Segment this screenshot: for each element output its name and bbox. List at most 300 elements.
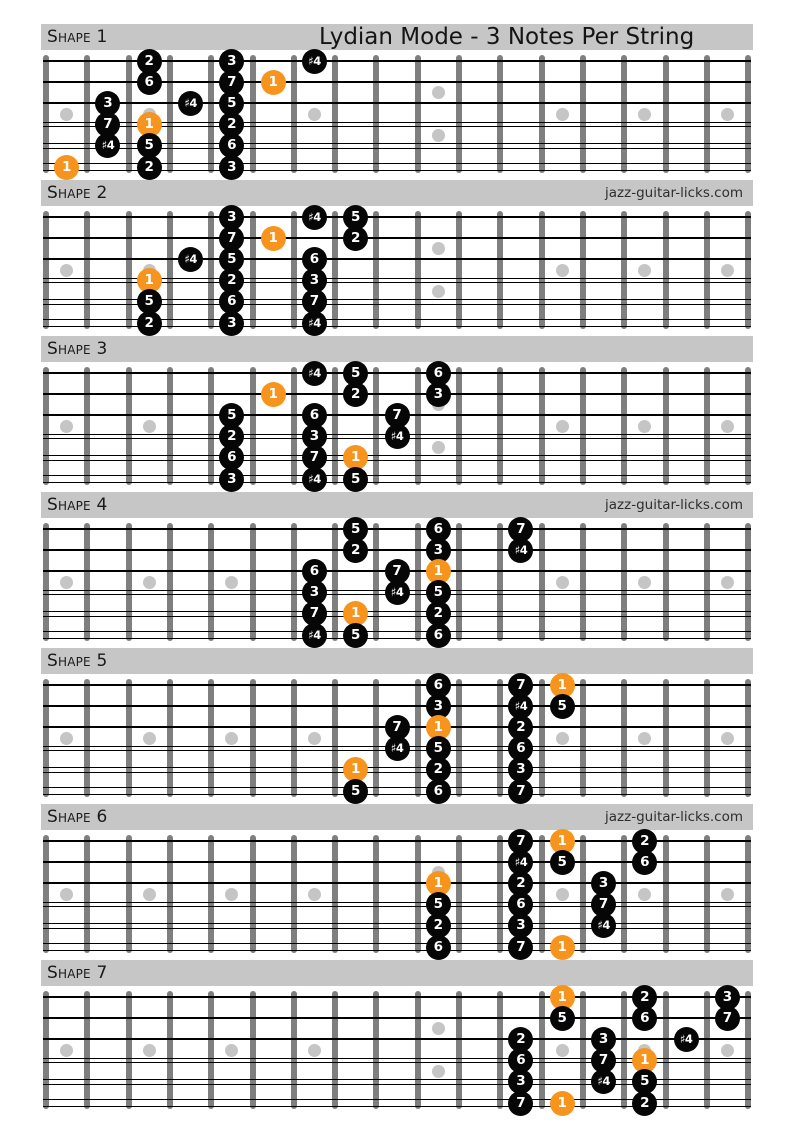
- fret-line: [291, 211, 297, 329]
- fret-line: [704, 523, 710, 641]
- fret-marker-dot: [556, 264, 569, 277]
- fret-line: [126, 367, 132, 485]
- note-dot: 5: [343, 361, 368, 386]
- note-dot: ♯4: [508, 538, 533, 563]
- shape-label: Shape 6: [47, 807, 108, 827]
- note-dot: 2: [219, 268, 244, 293]
- note-dot: ♯4: [302, 311, 327, 336]
- fret-line: [84, 991, 90, 1109]
- fret-line: [84, 835, 90, 953]
- fret-line: [621, 211, 627, 329]
- fret-line: [126, 55, 132, 173]
- note-dot: ♯4: [95, 133, 120, 158]
- root-note-dot: 1: [343, 757, 368, 782]
- note-dot: 2: [343, 226, 368, 251]
- note-dot: ♯4: [302, 467, 327, 492]
- root-note-dot: 1: [426, 871, 451, 896]
- note-dot: 3: [302, 268, 327, 293]
- fret-marker-dot: [556, 108, 569, 121]
- note-dot: 5: [343, 467, 368, 492]
- fret-line: [745, 679, 751, 797]
- note-dot: 6: [426, 673, 451, 698]
- fret-line: [621, 991, 627, 1109]
- fret-line: [539, 211, 545, 329]
- fret-line: [250, 991, 256, 1109]
- string-line: [43, 216, 751, 217]
- fret-line: [497, 523, 503, 641]
- fret-line: [84, 367, 90, 485]
- fret-line: [291, 991, 297, 1109]
- shape-label: Shape 7: [47, 963, 108, 983]
- note-dot: ♯4: [385, 580, 410, 605]
- fret-marker-double-dot: [432, 129, 445, 142]
- note-dot: 6: [302, 559, 327, 584]
- fret-line: [745, 55, 751, 173]
- note-dot: 6: [219, 289, 244, 314]
- note-dot: 7: [302, 601, 327, 626]
- note-dot: ♯4: [508, 850, 533, 875]
- note-dot: 6: [508, 1048, 533, 1073]
- note-dot: 6: [426, 517, 451, 542]
- fret-line: [208, 211, 214, 329]
- fret-marker-dot: [721, 1044, 734, 1057]
- fret-line: [580, 367, 586, 485]
- shape-label: Shape 1: [47, 27, 108, 47]
- fret-line: [456, 679, 462, 797]
- fret-line: [250, 367, 256, 485]
- fret-line: [456, 211, 462, 329]
- note-dot: 6: [426, 779, 451, 804]
- note-dot: 5: [219, 403, 244, 428]
- fret-line: [456, 367, 462, 485]
- fret-marker-dot: [721, 576, 734, 589]
- string-line: [43, 787, 751, 795]
- fret-line: [497, 679, 503, 797]
- fret-line: [43, 835, 49, 953]
- note-dot: 2: [632, 985, 657, 1010]
- note-dot: 3: [508, 1069, 533, 1094]
- fret-line: [621, 55, 627, 173]
- string-line: [43, 549, 751, 551]
- fret-marker-dot: [143, 732, 156, 745]
- fret-marker-dot: [721, 108, 734, 121]
- note-dot: 3: [219, 467, 244, 492]
- note-dot: 7: [95, 112, 120, 137]
- fret-marker-dot: [556, 1044, 569, 1057]
- fret-marker-dot: [638, 732, 651, 745]
- shape-label: Shape 2: [47, 183, 108, 203]
- fret-line: [291, 679, 297, 797]
- fret-line: [43, 55, 49, 173]
- note-dot: 3: [219, 205, 244, 230]
- fret-line: [43, 211, 49, 329]
- fret-line: [208, 991, 214, 1109]
- note-dot: 2: [137, 155, 162, 180]
- string-line: [43, 475, 751, 483]
- fret-line: [663, 211, 669, 329]
- fret-marker-dot: [225, 576, 238, 589]
- fret-line: [167, 55, 173, 173]
- string-line: [43, 705, 751, 707]
- note-dot: 5: [137, 289, 162, 314]
- fret-line: [745, 211, 751, 329]
- fret-line: [332, 367, 338, 485]
- fret-line: [456, 55, 462, 173]
- fret-line: [250, 211, 256, 329]
- note-dot: 5: [426, 892, 451, 917]
- root-note-dot: 1: [632, 1048, 657, 1073]
- note-dot: ♯4: [302, 361, 327, 386]
- fret-line: [373, 835, 379, 953]
- fret-marker-dot: [308, 108, 321, 121]
- fret-line: [126, 523, 132, 641]
- root-note-dot: 1: [54, 155, 79, 180]
- note-dot: 5: [426, 736, 451, 761]
- fret-marker-double-dot: [432, 1022, 445, 1035]
- note-dot: 2: [343, 382, 368, 407]
- fret-line: [580, 211, 586, 329]
- note-dot: 7: [715, 1006, 740, 1031]
- string-line: [43, 684, 751, 685]
- note-dot: 7: [508, 517, 533, 542]
- fret-line: [167, 835, 173, 953]
- fret-line: [126, 835, 132, 953]
- fret-line: [704, 211, 710, 329]
- fret-line: [84, 55, 90, 173]
- note-dot: 6: [508, 892, 533, 917]
- fret-marker-dot: [638, 108, 651, 121]
- fret-marker-dot: [721, 264, 734, 277]
- note-dot: 3: [219, 49, 244, 74]
- note-dot: 2: [219, 112, 244, 137]
- string-line: [43, 237, 751, 239]
- note-dot: 2: [632, 1091, 657, 1116]
- fret-line: [43, 367, 49, 485]
- root-note-dot: 1: [550, 829, 575, 854]
- note-dot: 2: [508, 871, 533, 896]
- string-line: [43, 102, 751, 104]
- root-note-dot: 1: [137, 112, 162, 137]
- fret-line: [663, 679, 669, 797]
- fret-line: [332, 991, 338, 1109]
- note-dot: 3: [591, 871, 616, 896]
- fret-marker-dot: [60, 576, 73, 589]
- fret-line: [167, 211, 173, 329]
- note-dot: 6: [508, 736, 533, 761]
- root-note-dot: 1: [343, 601, 368, 626]
- fret-line: [332, 679, 338, 797]
- fret-line: [415, 835, 421, 953]
- fret-line: [415, 523, 421, 641]
- root-note-dot: 1: [550, 985, 575, 1010]
- note-dot: 5: [550, 850, 575, 875]
- fret-line: [43, 679, 49, 797]
- watermark-text: jazz-guitar-licks.com: [605, 497, 743, 513]
- fret-marker-dot: [60, 732, 73, 745]
- fret-marker-dot: [225, 888, 238, 901]
- fret-line: [704, 679, 710, 797]
- fret-line: [373, 991, 379, 1109]
- fret-line: [621, 835, 627, 953]
- note-dot: 6: [302, 247, 327, 272]
- watermark-text: jazz-guitar-licks.com: [605, 185, 743, 201]
- fret-line: [208, 835, 214, 953]
- fret-line: [663, 523, 669, 641]
- fret-line: [43, 523, 49, 641]
- fret-line: [663, 367, 669, 485]
- fret-line: [373, 679, 379, 797]
- note-dot: 6: [632, 1006, 657, 1031]
- fret-line: [580, 679, 586, 797]
- fret-marker-dot: [143, 888, 156, 901]
- note-dot: 2: [426, 601, 451, 626]
- shape-header-bar: [41, 492, 753, 518]
- fret-line: [497, 211, 503, 329]
- watermark-text: jazz-guitar-licks.com: [605, 809, 743, 825]
- note-dot: 6: [426, 623, 451, 648]
- fret-line: [497, 367, 503, 485]
- root-note-dot: 1: [426, 559, 451, 584]
- fret-marker-dot: [638, 888, 651, 901]
- root-note-dot: 1: [550, 935, 575, 960]
- note-dot: 2: [508, 1027, 533, 1052]
- fret-line: [745, 367, 751, 485]
- fret-marker-dot: [556, 888, 569, 901]
- note-dot: 3: [591, 1027, 616, 1052]
- string-line: [43, 923, 751, 930]
- fret-line: [332, 835, 338, 953]
- fret-line: [745, 991, 751, 1109]
- fret-line: [621, 367, 627, 485]
- note-dot: ♯4: [591, 913, 616, 938]
- note-dot: 2: [632, 829, 657, 854]
- fret-line: [415, 991, 421, 1109]
- fret-marker-dot: [225, 732, 238, 745]
- note-dot: 3: [426, 538, 451, 563]
- fret-line: [580, 835, 586, 953]
- note-dot: 5: [219, 91, 244, 116]
- fret-line: [126, 211, 132, 329]
- note-dot: 5: [343, 205, 368, 230]
- fret-line: [208, 523, 214, 641]
- fret-line: [43, 991, 49, 1109]
- note-dot: 7: [508, 1091, 533, 1116]
- fret-line: [621, 523, 627, 641]
- fret-line: [704, 835, 710, 953]
- fret-line: [456, 991, 462, 1109]
- fret-line: [291, 367, 297, 485]
- note-dot: ♯4: [302, 623, 327, 648]
- root-note-dot: 1: [137, 268, 162, 293]
- note-dot: 2: [426, 757, 451, 782]
- fret-line: [745, 523, 751, 641]
- shape-label: Shape 5: [47, 651, 108, 671]
- fret-marker-double-dot: [432, 86, 445, 99]
- fret-marker-dot: [60, 108, 73, 121]
- shape-header-bar: [41, 336, 753, 362]
- note-dot: 5: [632, 1069, 657, 1094]
- root-note-dot: 1: [426, 715, 451, 740]
- fret-line: [415, 367, 421, 485]
- note-dot: ♯4: [385, 736, 410, 761]
- fret-marker-dot: [143, 576, 156, 589]
- note-dot: 2: [426, 913, 451, 938]
- note-dot: ♯4: [178, 91, 203, 116]
- note-dot: ♯4: [302, 205, 327, 230]
- fret-line: [373, 523, 379, 641]
- fret-marker-dot: [308, 1044, 321, 1057]
- string-line: [43, 393, 751, 395]
- fret-line: [332, 55, 338, 173]
- fret-line: [250, 523, 256, 641]
- fret-line: [539, 367, 545, 485]
- note-dot: 6: [302, 403, 327, 428]
- shape-header-bar: [41, 960, 753, 986]
- fret-marker-dot: [60, 420, 73, 433]
- note-dot: 5: [137, 133, 162, 158]
- fret-marker-dot: [556, 576, 569, 589]
- note-dot: 6: [219, 133, 244, 158]
- fret-line: [208, 367, 214, 485]
- fret-line: [497, 835, 503, 953]
- string-line: [43, 902, 751, 907]
- page-title: Lydian Mode - 3 Notes Per String: [319, 24, 695, 50]
- fret-line: [663, 55, 669, 173]
- fret-line: [704, 367, 710, 485]
- note-dot: 6: [426, 361, 451, 386]
- fret-line: [539, 835, 545, 953]
- fret-line: [84, 679, 90, 797]
- fret-marker-dot: [225, 1044, 238, 1057]
- fret-line: [332, 211, 338, 329]
- fret-line: [167, 991, 173, 1109]
- note-dot: 3: [426, 694, 451, 719]
- fret-line: [497, 991, 503, 1109]
- string-line: [43, 767, 751, 774]
- fret-line: [621, 679, 627, 797]
- note-dot: 7: [302, 445, 327, 470]
- note-dot: 3: [95, 91, 120, 116]
- fret-line: [84, 211, 90, 329]
- note-dot: 2: [219, 424, 244, 449]
- fret-line: [745, 835, 751, 953]
- fret-line: [250, 835, 256, 953]
- note-dot: 6: [219, 445, 244, 470]
- note-dot: 6: [426, 935, 451, 960]
- string-line: [43, 455, 751, 462]
- fret-line: [456, 835, 462, 953]
- shape-header-bar: [41, 180, 753, 206]
- note-dot: 5: [550, 694, 575, 719]
- note-dot: ♯4: [302, 49, 327, 74]
- note-dot: 7: [508, 673, 533, 698]
- fret-marker-dot: [60, 888, 73, 901]
- note-dot: 5: [550, 1006, 575, 1031]
- fret-line: [126, 679, 132, 797]
- fret-line: [580, 55, 586, 173]
- root-note-dot: 1: [261, 70, 286, 95]
- fret-line: [415, 55, 421, 173]
- note-dot: 3: [219, 155, 244, 180]
- note-dot: 7: [219, 226, 244, 251]
- fret-marker-dot: [556, 732, 569, 745]
- note-dot: 2: [137, 49, 162, 74]
- note-dot: 2: [508, 715, 533, 740]
- note-dot: 7: [591, 892, 616, 917]
- fret-marker-dot: [638, 576, 651, 589]
- fret-marker-dot: [308, 732, 321, 745]
- string-line: [43, 258, 751, 260]
- note-dot: ♯4: [674, 1027, 699, 1052]
- shape-header-bar: [41, 804, 753, 830]
- string-line: [43, 631, 751, 639]
- fret-line: [539, 523, 545, 641]
- note-dot: 7: [219, 70, 244, 95]
- fret-line: [580, 991, 586, 1109]
- fret-marker-double-dot: [432, 242, 445, 255]
- fret-marker-double-dot: [432, 285, 445, 298]
- string-line: [43, 1038, 751, 1040]
- fret-marker-dot: [143, 1044, 156, 1057]
- note-dot: 3: [715, 985, 740, 1010]
- fret-marker-dot: [638, 420, 651, 433]
- note-dot: ♯4: [385, 424, 410, 449]
- fret-line: [539, 991, 545, 1109]
- fret-line: [84, 523, 90, 641]
- string-line: [43, 372, 751, 373]
- fret-marker-dot: [143, 420, 156, 433]
- note-dot: 5: [343, 517, 368, 542]
- string-line: [43, 882, 751, 884]
- note-dot: 6: [137, 70, 162, 95]
- root-note-dot: 1: [261, 226, 286, 251]
- fret-line: [291, 523, 297, 641]
- fret-line: [663, 991, 669, 1109]
- fret-marker-dot: [60, 1044, 73, 1057]
- note-dot: 5: [343, 623, 368, 648]
- fret-line: [373, 55, 379, 173]
- root-note-dot: 1: [261, 382, 286, 407]
- fret-line: [332, 523, 338, 641]
- note-dot: ♯4: [178, 247, 203, 272]
- note-dot: 7: [508, 829, 533, 854]
- note-dot: 7: [508, 779, 533, 804]
- fret-line: [291, 55, 297, 173]
- fret-line: [415, 679, 421, 797]
- shape-label: Shape 3: [47, 339, 108, 359]
- fret-line: [456, 523, 462, 641]
- fret-line: [704, 991, 710, 1109]
- note-dot: 7: [508, 935, 533, 960]
- fret-line: [250, 55, 256, 173]
- fret-line: [126, 991, 132, 1109]
- note-dot: 5: [219, 247, 244, 272]
- note-dot: 3: [302, 580, 327, 605]
- fret-line: [167, 367, 173, 485]
- note-dot: 3: [426, 382, 451, 407]
- note-dot: 3: [219, 311, 244, 336]
- fret-marker-dot: [638, 264, 651, 277]
- fret-line: [704, 55, 710, 173]
- fret-line: [539, 55, 545, 173]
- fret-marker-dot: [60, 264, 73, 277]
- fret-line: [208, 679, 214, 797]
- fret-line: [250, 679, 256, 797]
- fret-marker-double-dot: [432, 441, 445, 454]
- note-dot: 2: [137, 311, 162, 336]
- note-dot: 3: [508, 757, 533, 782]
- note-dot: ♯4: [591, 1069, 616, 1094]
